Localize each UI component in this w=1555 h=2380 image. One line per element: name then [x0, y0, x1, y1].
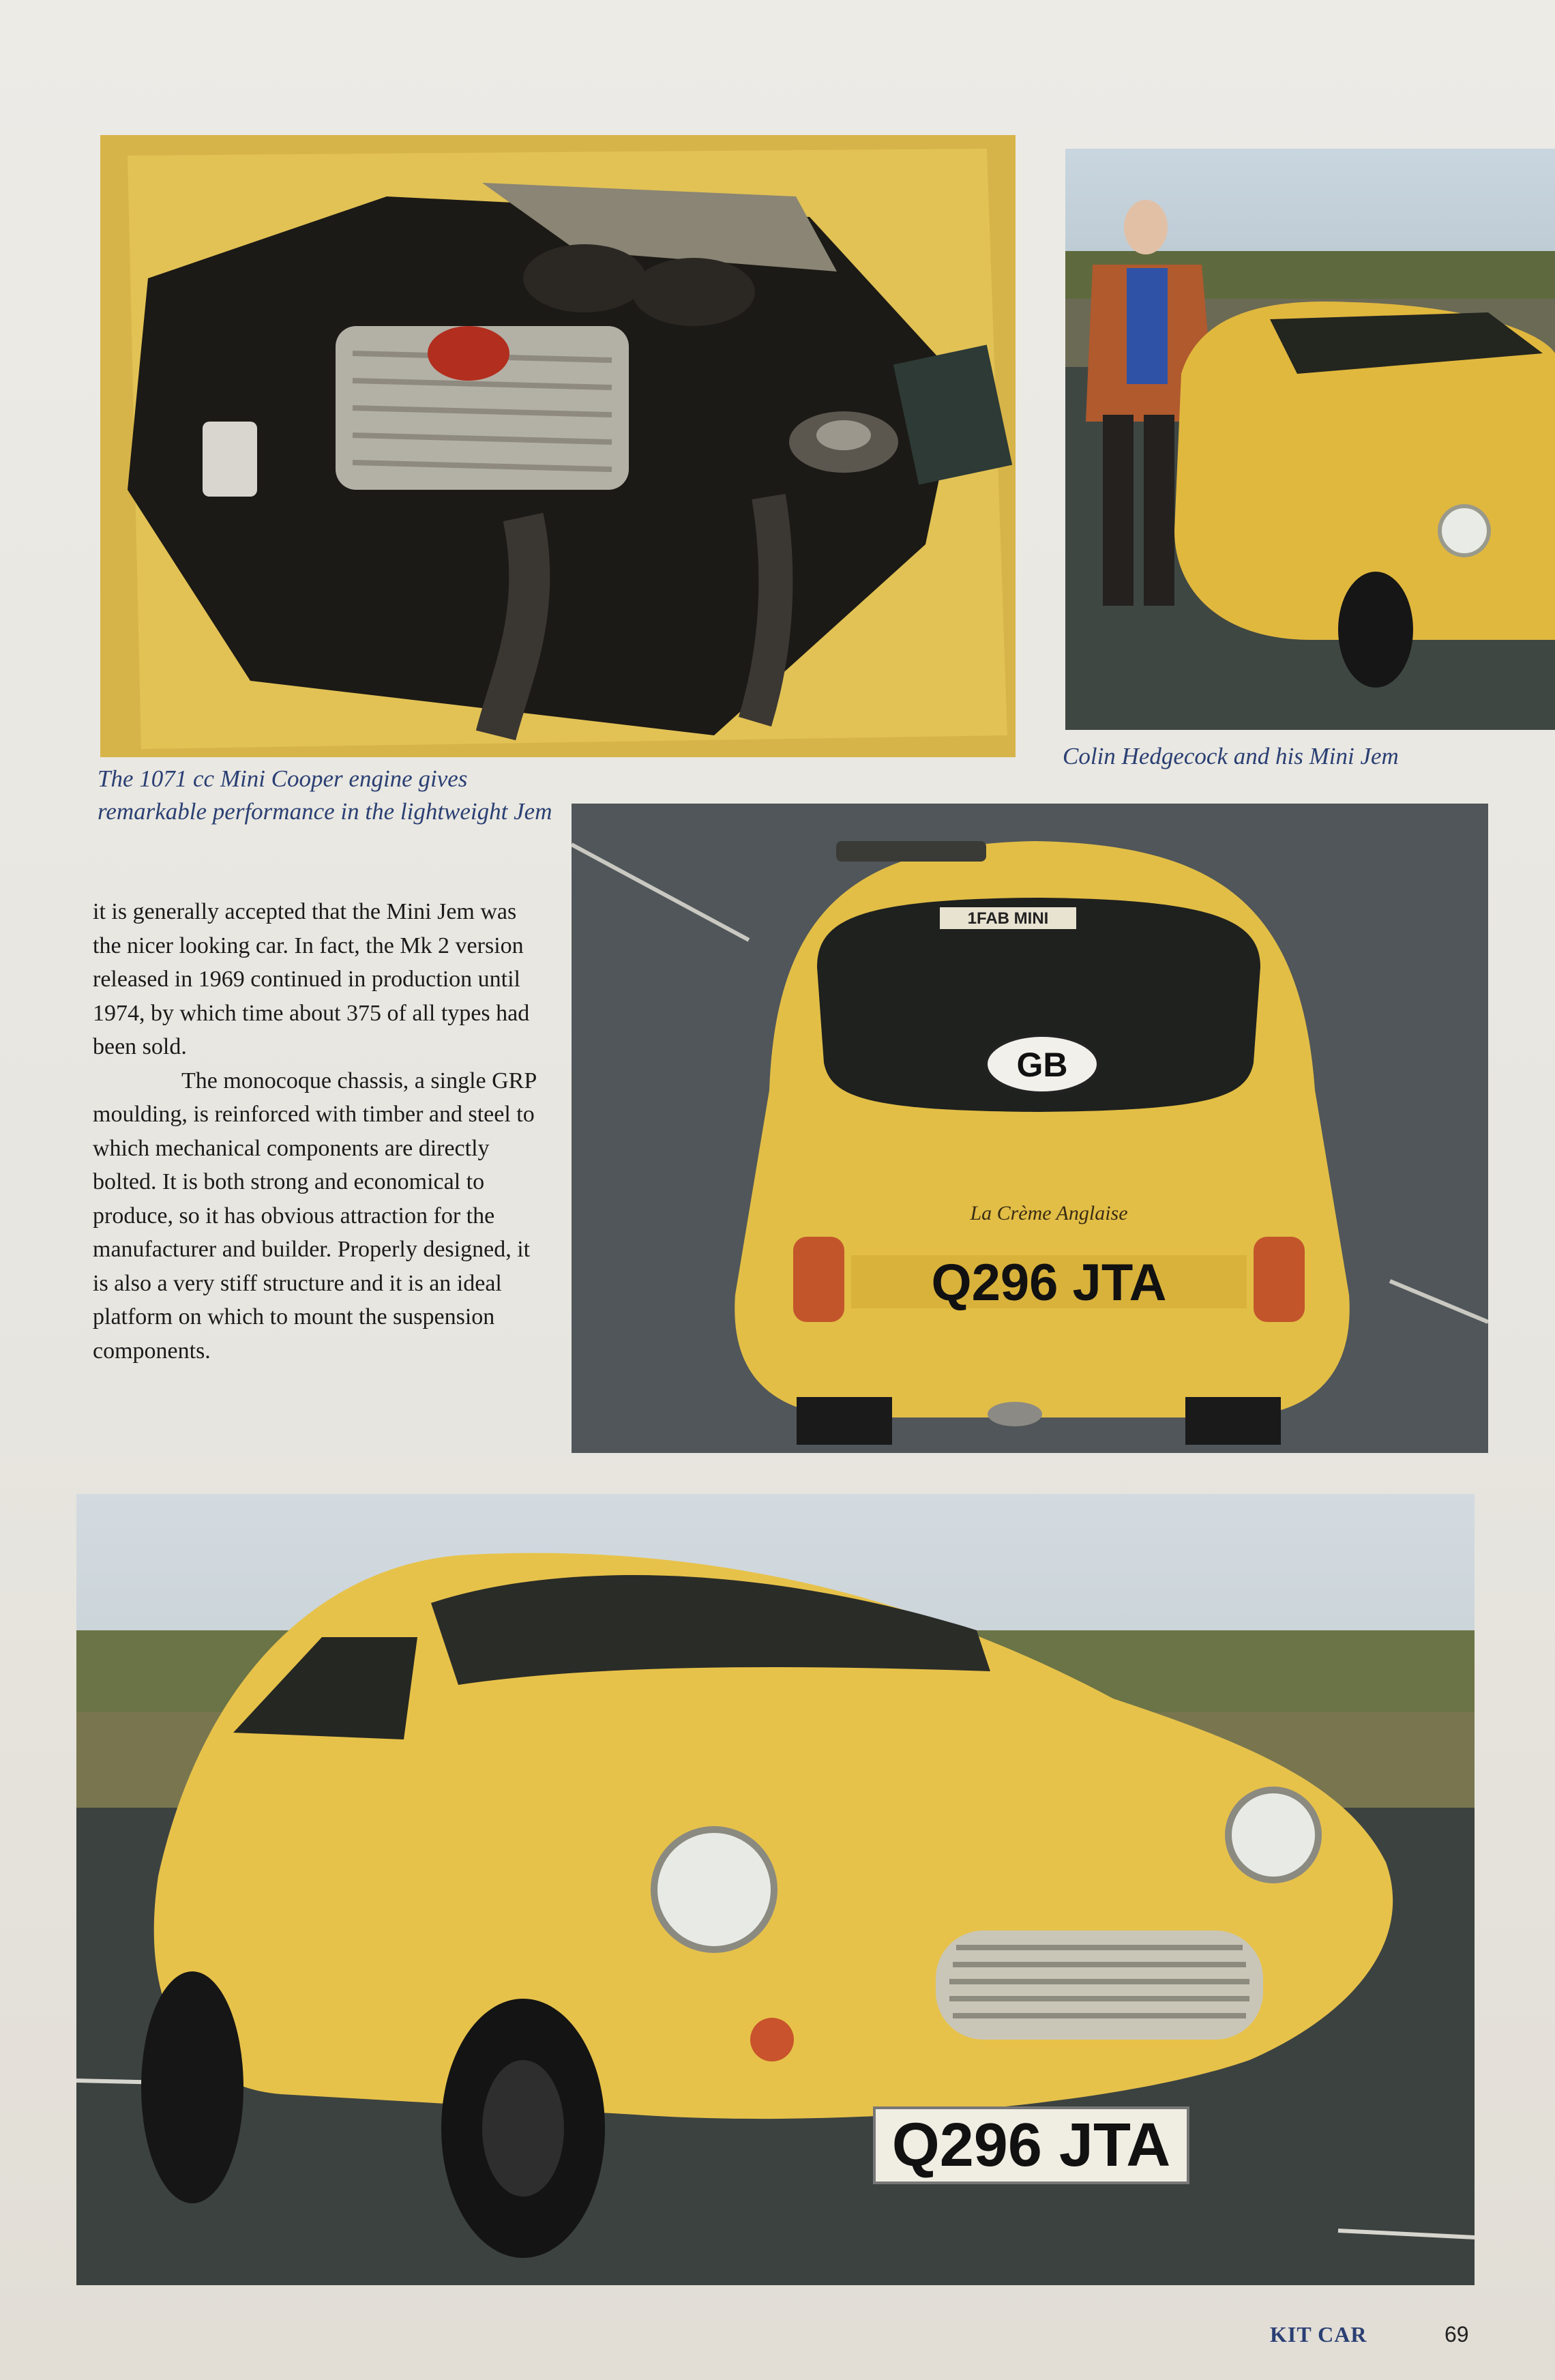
gb-badge-text: GB	[1016, 1046, 1068, 1084]
owner-with-car-photo	[1065, 149, 1555, 730]
script-badge-text: La Crème Anglaise	[970, 1202, 1128, 1224]
body-paragraph-2: The monocoque chassis, a single GRP moulding, is reinforced with timber and steel to which mechanical components are directly bolted. It is both strong and economical to produce, so it has obvious attraction for the manufacturer and builder. Properly designed, it is also a very stiff structure and it is an ideal platform on which to mount the suspension components.	[93, 1068, 536, 1364]
engine-photo-caption: The 1071 cc Mini Cooper engine gives remarkable performance in the lightweight Jem	[98, 765, 552, 825]
rear-plate-text: Q296 JTA	[931, 1254, 1167, 1312]
front-three-quarter-photo	[76, 1494, 1475, 2285]
front-plate-text: Q296 JTA	[891, 2111, 1171, 2179]
magazine-title: KIT CAR	[1270, 2322, 1367, 2347]
engine-bay-photo	[100, 135, 1016, 757]
article-body	[93, 895, 536, 1368]
page-number: 69	[1445, 2322, 1469, 2347]
owner-photo-caption: Colin Hedgecock and his Mini Jem	[1063, 743, 1399, 769]
body-paragraph-1: it is generally accepted that the Mini Jem was the nicer looking car. In fact, the Mk 2 version released in 1969 continued in production until 1974, by which time about 375 of all types had been sold.	[93, 899, 530, 1059]
window-sticker-text: 1FAB MINI	[967, 909, 1049, 928]
rear-view-photo	[572, 804, 1488, 1453]
